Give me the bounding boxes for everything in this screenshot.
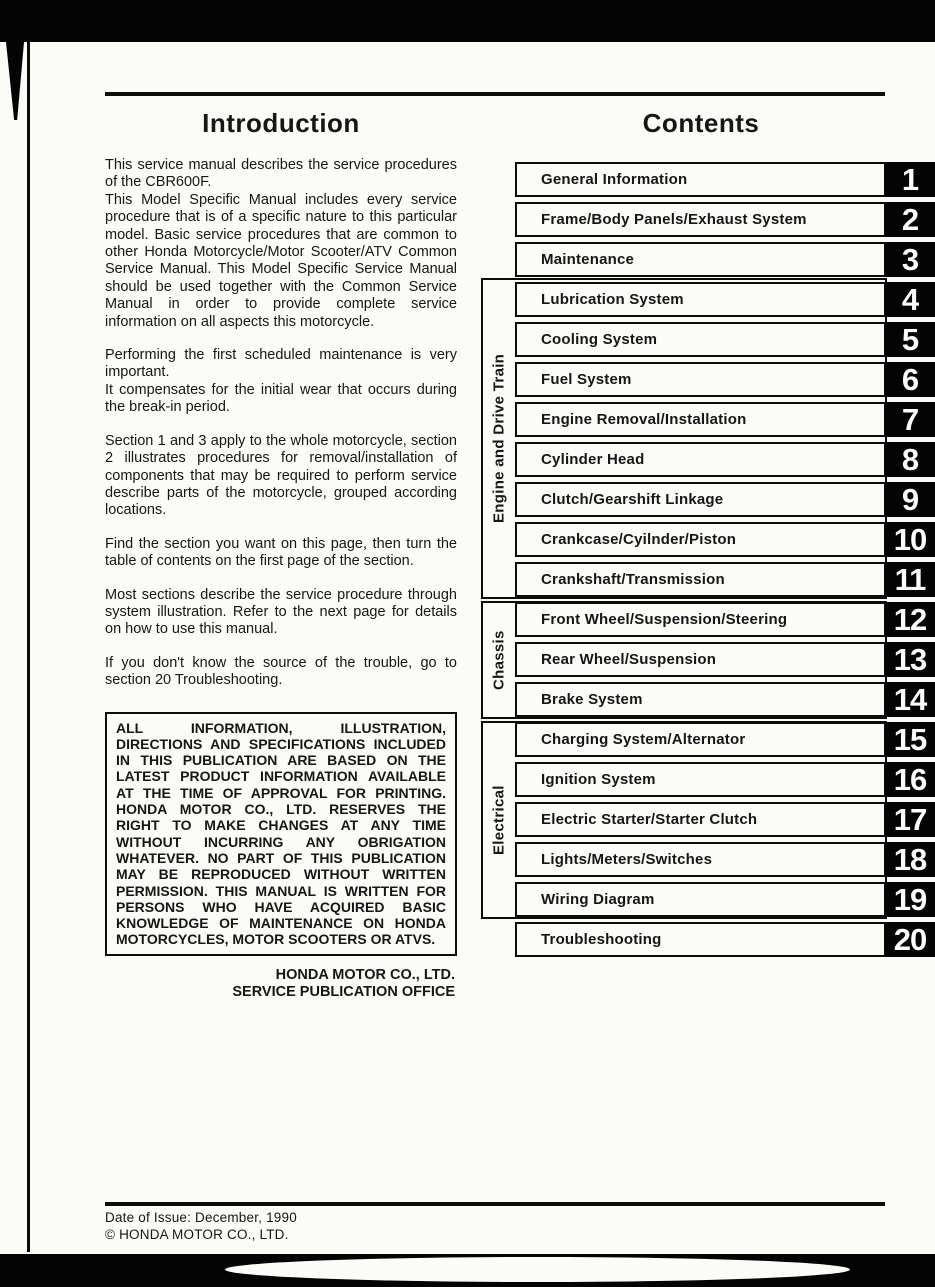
introduction-column [105,157,457,1002]
toc-row-18 [515,842,886,877]
toc-row-1 [515,162,886,197]
toc-section-label: Cylinder Head [541,451,645,468]
toc-row-8 [515,442,886,477]
toc-section-number: 4 [885,282,935,317]
introduction-paragraphs [105,157,457,690]
toc-section-number: 20 [885,922,935,957]
toc-section-number: 11 [885,562,935,597]
contents-title: Contents [642,108,760,138]
intro-paragraph: This Model Specific Manual includes every service procedure that is of a specific nature to this particular model. Basic service procedures that are common to other Honda Motorcycle/Motor Scooter/ATV Common Service Manual. This Model Specific Service Manual should be used together with the Common Service Manual in order to provide complete service information on all aspects this motorcycle. [105,191,457,330]
toc-section-label: Crankcase/Cyilnder/Piston [541,531,737,548]
toc-section-number: 6 [885,362,935,397]
toc-section-number: 1 [885,162,935,197]
toc-row-17 [515,802,886,837]
intro-paragraph: Section 1 and 3 apply to the whole motorcycle, section 2 illustrates procedures for removal/installation of components that may be required to perform service describe parts of the motorcycle, grouped according locations. [105,432,457,519]
toc-section-label: Ignition System [541,771,656,788]
toc-row-7 [515,402,886,437]
introduction-title: Introduction [202,108,360,138]
toc-row-20 [515,922,886,957]
intro-paragraph: It compensates for the initial wear that occurs during the break-in period. [105,381,457,416]
toc-section-number: 5 [885,322,935,357]
toc-section-label: Clutch/Gearshift Linkage [541,491,724,508]
toc-section-label: Electric Starter/Starter Clutch [541,811,758,828]
toc-section-number: 8 [885,442,935,477]
toc-row-16 [515,762,886,797]
toc-row-19 [515,882,886,917]
intro-paragraph: Performing the first scheduled maintenance is very important. [105,347,457,381]
toc-section-label: Troubleshooting [541,931,662,948]
toc-section-label: Front Wheel/Suspension/Steering [541,611,788,628]
toc-section-label: Lubrication System [541,291,684,308]
toc-row-11 [515,562,886,597]
toc-section-number: 16 [885,762,935,797]
toc-section-number: 10 [885,522,935,557]
toc-row-9 [515,482,886,517]
publisher-signature [105,967,457,1002]
footer-rule [105,1202,885,1206]
toc-section-number: 14 [885,682,935,717]
toc-row-6 [515,362,886,397]
toc-section-number: 18 [885,842,935,877]
copyright-notice: © HONDA MOTOR CO., LTD. [105,1227,289,1242]
toc-section-label: Rear Wheel/Suspension [541,651,717,668]
toc-section-label: Fuel System [541,371,632,388]
toc-section-label: Maintenance [541,251,635,268]
toc-row-12 [515,602,886,637]
toc-section-number: 3 [885,242,935,277]
toc-row-15 [515,722,886,757]
toc-section-number: 13 [885,642,935,677]
toc-row-14 [515,682,886,717]
toc-section-number: 12 [885,602,935,637]
scan-edge-artifact [6,42,24,120]
intro-paragraph: If you don't know the source of the trouble, go to section 20 Troubleshooting. [105,654,457,689]
date-of-issue: Date of Issue: December, 1990 [105,1210,297,1225]
toc-section-number: 15 [885,722,935,757]
toc-section-number: 7 [885,402,935,437]
intro-paragraph: Find the section you want on this page, then turn the table of contents on the first page of the section. [105,535,457,570]
toc-section-number: 2 [885,202,935,237]
toc-row-5 [515,322,886,357]
toc-section-label: General Information [541,171,688,188]
toc-section-label: Wiring Diagram [541,891,655,908]
toc-group-label: Electrical [490,785,508,855]
toc-section-number: 9 [885,482,935,517]
toc-section-label: Charging System/Alternator [541,731,746,748]
toc-section-label: Engine Removal/Installation [541,411,747,428]
scan-bottom-band [0,1254,935,1287]
toc-section-label: Frame/Body Panels/Exhaust System [541,211,807,228]
toc-section-label: Crankshaft/Transmission [541,571,725,588]
toc-row-2 [515,202,886,237]
toc-section-label: Cooling System [541,331,658,348]
toc-section-label: Brake System [541,691,643,708]
toc-group-label: Chassis [490,630,508,690]
toc-section-label: Lights/Meters/Switches [541,851,713,868]
disclaimer-box: ALL INFORMATION, ILLUSTRATION, DIRECTIONS AND SPECIFICATIONS INCLUDED IN THIS PUBLICATION ARE BASED ON THE LATEST PRODUCT INFORMATION AVAILABLE AT THE TIME OF APPROVAL FOR PRINTING. HONDA MOTOR CO., LTD. RESERVES THE RIGHT TO MAKE CHANGES AT ANY TIME WITHOUT INCURRING ANY OBRIGATION WHATEVER. NO PART OF THIS PUBLICATION MAY BE REPRODUCED WITHOUT WRITTEN PERMISSION. THIS MANUAL IS WRITTEN FOR PERSONS WHO HAVE ACQUIRED BASIC KNOWLEDGE OF MAINTENANCE ON HONDA MOTORCYCLES, MOTOR SCOOTERS OR ATVS. [105,712,457,956]
publisher-name: HONDA MOTOR CO., LTD. [275,966,455,983]
header-rule [105,92,885,96]
toc-row-13 [515,642,886,677]
intro-paragraph: Most sections describe the service procedure through system illustration. Refer to the next page for details on how to use this manual. [105,586,457,638]
publisher-office: SERVICE PUBLICATION OFFICE [232,984,455,1001]
toc-row-10 [515,522,886,557]
toc-section-number: 17 [885,802,935,837]
scan-top-band [0,0,935,42]
scan-flare-artifact [225,1257,850,1282]
toc-group-label: Engine and Drive Train [490,353,508,524]
toc-row-4 [515,282,886,317]
toc-row-3 [515,242,886,277]
toc-section-number: 19 [885,882,935,917]
scan-left-edge-line [27,42,30,1252]
intro-paragraph: This service manual describes the service procedures of the CBR600F. [105,157,457,191]
